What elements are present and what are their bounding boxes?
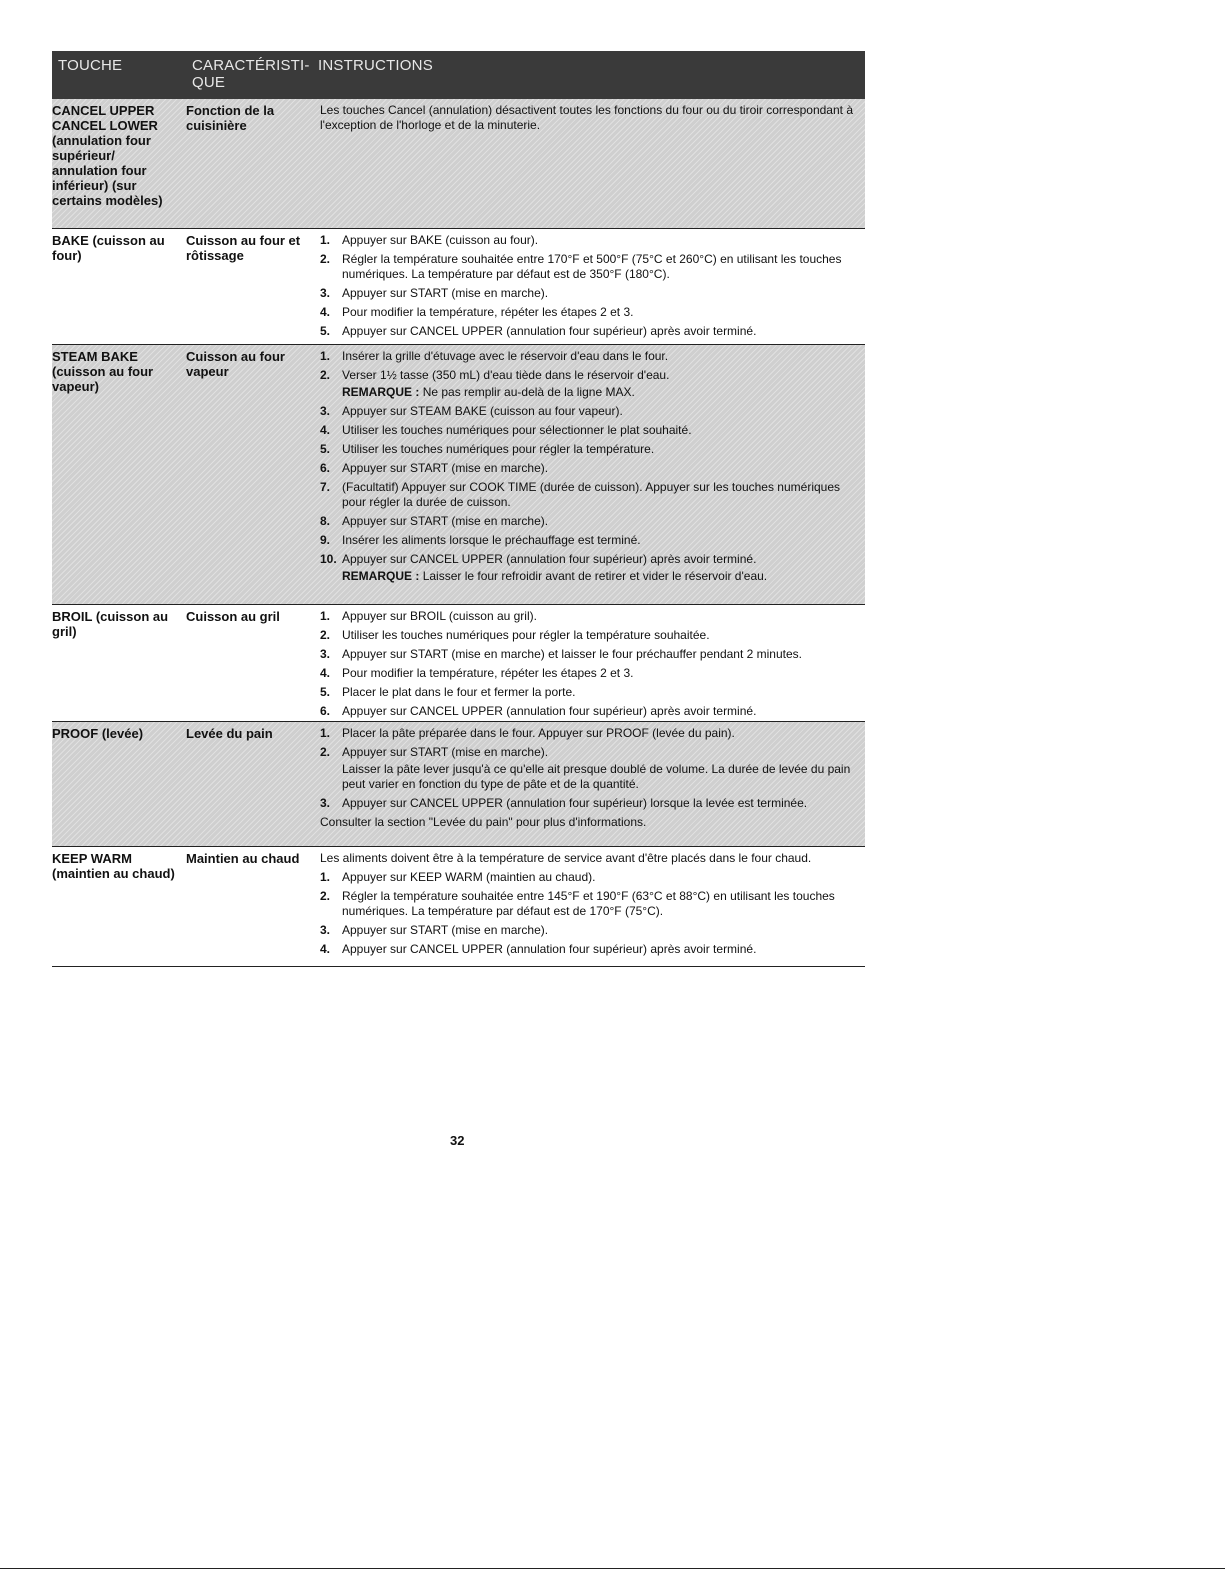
step-item [320, 870, 865, 885]
step-item [320, 552, 865, 567]
step-text: Verser 1½ tasse (350 mL) d'eau tiède dans le réservoir d'eau. [342, 368, 670, 382]
step-number: 2. [320, 368, 331, 382]
row-feature: Levée du pain [186, 726, 273, 741]
step-text: Insérer les aliments lorsque le préchauffage est terminé. [342, 533, 641, 547]
step-number: 4. [320, 305, 331, 319]
step-item [320, 442, 865, 457]
step-number: 8. [320, 514, 331, 528]
proof-note: Laisser la pâte lever jusqu'à ce qu'elle ait presque doublé de volume. La durée de levée du pain peut varier en fonction du type de pâte et de la quantité. [342, 762, 851, 791]
table-row-broil [52, 605, 865, 722]
step-text: Pour modifier la température, répéter les étapes 2 et 3. [342, 666, 634, 680]
step-number: 1. [320, 233, 331, 247]
remark-note [320, 385, 865, 400]
page-bottom-rule [0, 1568, 1225, 1569]
step-text: Utiliser les touches numériques pour sélectionner le plat souhaité. [342, 423, 692, 437]
step-text: Régler la température souhaitée entre 170°F et 500°F (75°C et 260°C) en utilisant les touches numériques. La température par défaut est de 350°F (180°C). [342, 252, 842, 281]
step-item [320, 514, 865, 529]
step-item [320, 252, 865, 282]
step-item [320, 305, 865, 320]
step-item [320, 796, 865, 811]
step-item [320, 647, 865, 662]
table-row-bake [52, 229, 865, 345]
step-text: Appuyer sur START (mise en marche). [342, 923, 549, 937]
step-number: 7. [320, 480, 331, 494]
remark-label: REMARQUE : [342, 569, 420, 583]
intro-text: Les touches Cancel (annulation) désactivent toutes les fonctions du four ou du tiroir correspondant à l'exception de l'horloge et de la minuterie. [320, 103, 853, 132]
step-number: 3. [320, 286, 331, 300]
step-text: Appuyer sur START (mise en marche). [342, 745, 549, 759]
step-number: 2. [320, 252, 331, 266]
step-item [320, 349, 865, 364]
step-item [320, 942, 865, 957]
step-item [320, 745, 865, 760]
step-item [320, 685, 865, 700]
step-text: Appuyer sur START (mise en marche) et laisser le four préchauffer pendant 2 minutes. [342, 647, 802, 661]
header-touche: TOUCHE [58, 57, 123, 74]
step-number: 1. [320, 726, 331, 740]
step-item [320, 889, 865, 919]
step-text: Utiliser les touches numériques pour régler la température souhaitée. [342, 628, 710, 642]
step-item [320, 533, 865, 548]
row-feature: Fonction de la cuisinière [186, 103, 275, 133]
step-number: 9. [320, 533, 331, 547]
row-feature: Cuisson au four et rôtissage [186, 233, 301, 263]
header-instructions: INSTRUCTIONS [318, 57, 433, 74]
row-instructions [312, 345, 865, 604]
step-number: 4. [320, 423, 331, 437]
step-number: 4. [320, 942, 331, 956]
step-text: Appuyer sur BAKE (cuisson au four). [342, 233, 539, 247]
step-text: Placer la pâte préparée dans le four. Appuyer sur PROOF (levée du pain). [342, 726, 735, 740]
step-text: Appuyer sur CANCEL UPPER (annulation four supérieur) après avoir terminé. [342, 942, 757, 956]
step-number: 5. [320, 685, 331, 699]
table-row-cancel [52, 99, 865, 229]
step-number: 1. [320, 870, 331, 884]
step-number: 5. [320, 442, 331, 456]
step-text: Appuyer sur START (mise en marche). [342, 514, 549, 528]
row-key: KEEP WARM (maintien au chaud) [52, 851, 175, 881]
row-feature: Cuisson au gril [186, 609, 280, 624]
table-header [52, 51, 865, 99]
row-key: BAKE (cuisson au four) [52, 233, 165, 263]
step-number: 2. [320, 889, 331, 903]
step-item [320, 324, 865, 339]
row-instructions [312, 99, 865, 228]
step-number: 1. [320, 609, 331, 623]
step-number: 4. [320, 666, 331, 680]
step-item [320, 628, 865, 643]
step-number: 6. [320, 704, 331, 718]
step-number: 3. [320, 923, 331, 937]
step-number: 2. [320, 745, 331, 759]
step-number: 2. [320, 628, 331, 642]
remark-text: Ne pas remplir au-delà de la ligne MAX. [422, 385, 635, 399]
step-number: 3. [320, 404, 331, 418]
intro-text: Les aliments doivent être à la température de service avant d'être placés dans le four chaud. [320, 851, 812, 865]
row-key: STEAM BAKE (cuisson au four vapeur) [52, 349, 154, 394]
step-text: Appuyer sur BROIL (cuisson au gril). [342, 609, 537, 623]
step-text: Appuyer sur CANCEL UPPER (annulation four supérieur) après avoir terminé. [342, 704, 757, 718]
step-text: Utiliser les touches numériques pour régler la température. [342, 442, 655, 456]
step-item [320, 480, 865, 510]
remark-label: REMARQUE : [342, 385, 420, 399]
step-text: Pour modifier la température, répéter les étapes 2 et 3. [342, 305, 634, 319]
step-text: Appuyer sur CANCEL UPPER (annulation four supérieur) après avoir terminé. [342, 324, 757, 338]
header-caracteristique: CARACTÉRISTI-QUE [192, 57, 310, 91]
step-item [320, 609, 865, 624]
step-text: Appuyer sur START (mise en marche). [342, 286, 549, 300]
remark-note [320, 569, 865, 584]
page-number: 32 [450, 1133, 465, 1148]
table-row-proof [52, 722, 865, 847]
step-item [320, 666, 865, 681]
step-item [320, 404, 865, 419]
step-item [320, 286, 865, 301]
step-text: Appuyer sur KEEP WARM (maintien au chaud). [342, 870, 596, 884]
step-number: 6. [320, 461, 331, 475]
step-number: 3. [320, 647, 331, 661]
step-text: Appuyer sur CANCEL UPPER (annulation four supérieur) après avoir terminé. [342, 552, 757, 566]
step-item [320, 423, 865, 438]
step-number: 5. [320, 324, 331, 338]
step-text: Insérer la grille d'étuvage avec le réservoir d'eau dans le four. [342, 349, 669, 363]
row-instructions [312, 605, 865, 727]
row-instructions [312, 229, 865, 347]
step-item [320, 368, 865, 383]
step-number: 10. [320, 552, 337, 566]
remark-text: Laisser le four refroidir avant de retirer et vider le réservoir d'eau. [422, 569, 768, 583]
step-text: (Facultatif) Appuyer sur COOK TIME (durée de cuisson). Appuyer sur les touches numériques pour régler la durée de cuisson. [342, 480, 840, 509]
step-text: Placer le plat dans le four et fermer la porte. [342, 685, 576, 699]
step-item [320, 461, 865, 476]
row-feature: Cuisson au four vapeur [186, 349, 285, 379]
step-item [320, 923, 865, 938]
step-number: 3. [320, 796, 331, 810]
step-item [320, 726, 865, 741]
row-key: PROOF (levée) [52, 726, 144, 741]
step-text: Appuyer sur CANCEL UPPER (annulation four supérieur) lorsque la levée est terminée. [342, 796, 808, 810]
step-text: Régler la température souhaitée entre 145°F et 190°F (63°C et 88°C) en utilisant les touches numériques. La température par défaut est de 170°F (75°C). [342, 889, 835, 918]
row-feature: Maintien au chaud [186, 851, 300, 866]
proof-footer: Consulter la section "Levée du pain" pour plus d'informations. [320, 815, 647, 829]
table-row-steam-bake [52, 345, 865, 605]
row-instructions [312, 722, 865, 846]
row-key: BROIL (cuisson au gril) [52, 609, 169, 639]
row-key: CANCEL UPPER CANCEL LOWER (annulation four supérieur/ annulation four inférieur) (sur certains modèles) [52, 103, 163, 208]
step-item [320, 704, 865, 719]
instructions-table [52, 51, 865, 967]
step-item [320, 233, 865, 248]
table-row-keep-warm [52, 847, 865, 967]
step-text: Appuyer sur STEAM BAKE (cuisson au four vapeur). [342, 404, 623, 418]
step-number: 1. [320, 349, 331, 363]
row-instructions [312, 847, 865, 966]
step-text: Appuyer sur START (mise en marche). [342, 461, 549, 475]
